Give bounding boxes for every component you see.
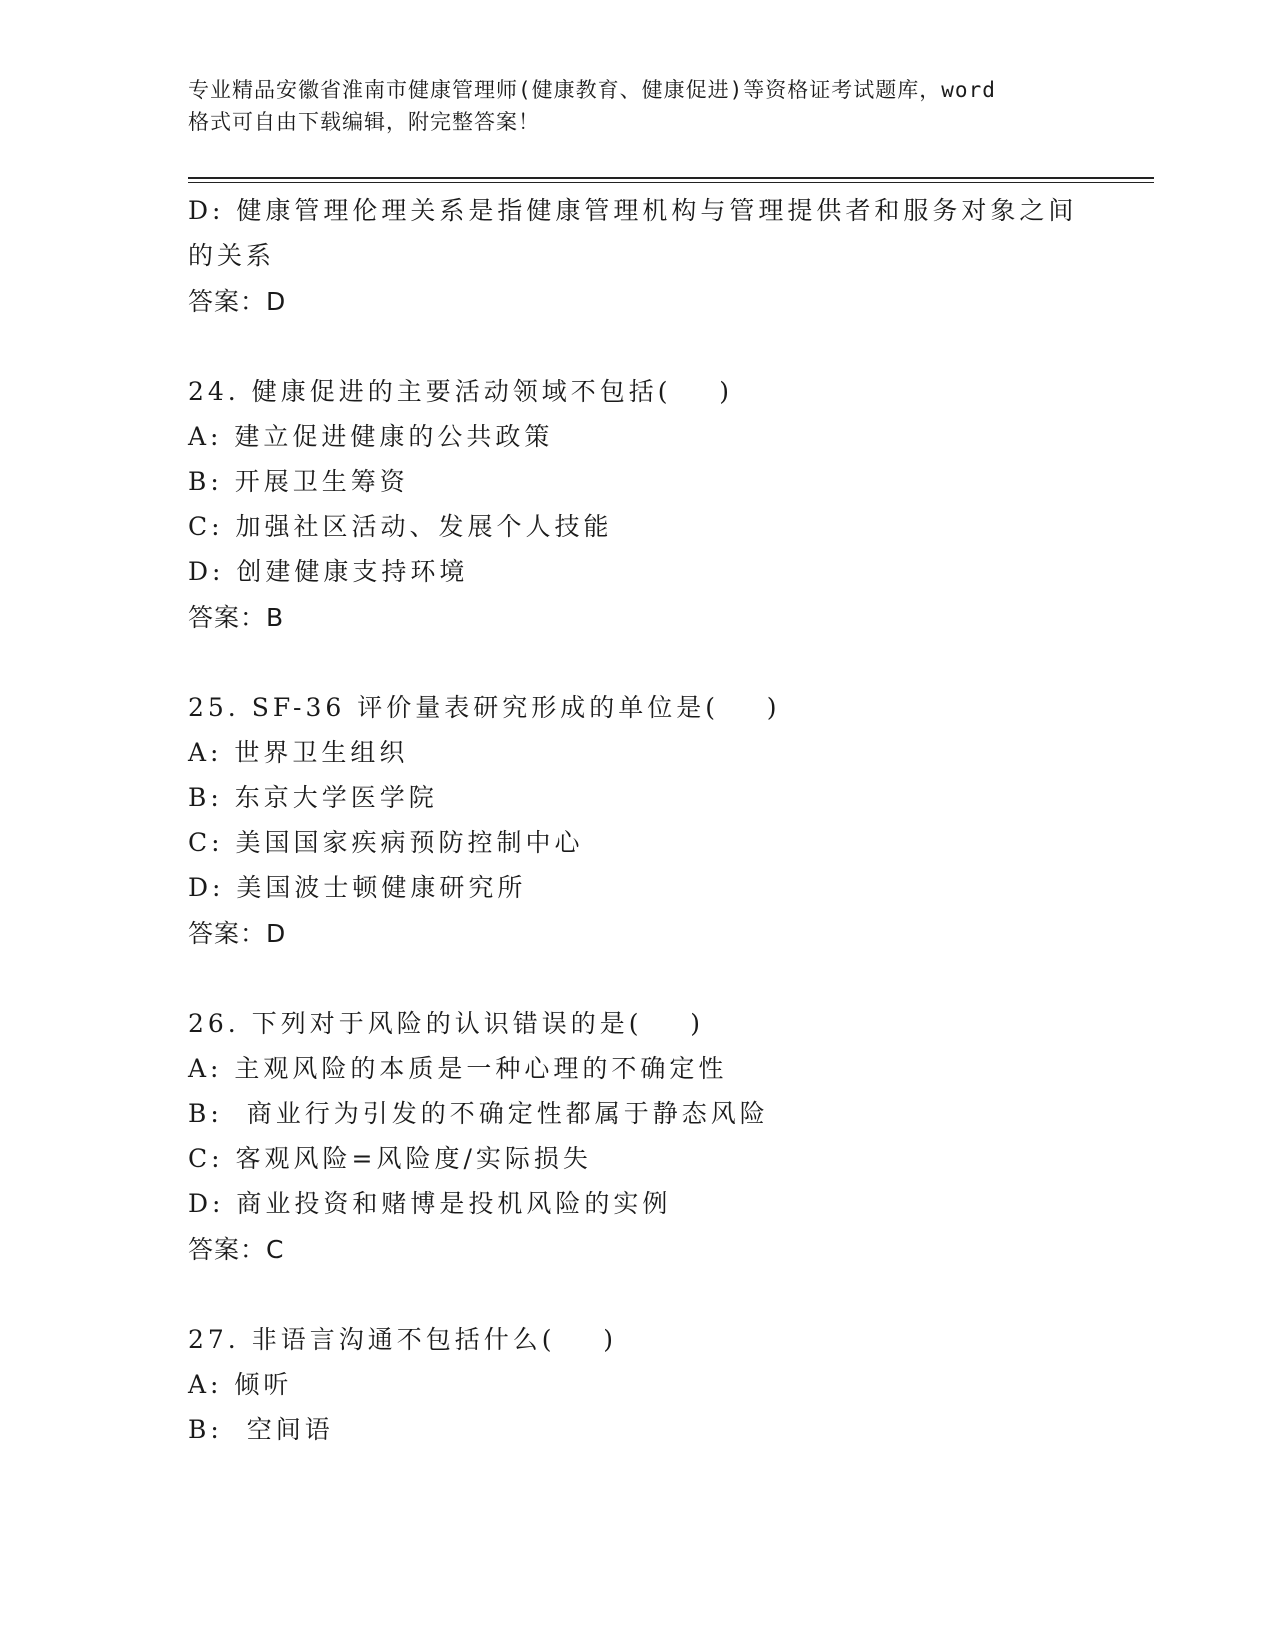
header-line-2: 格式可自由下载编辑，附完整答案！ bbox=[188, 110, 540, 134]
question-text: SF-36 评价量表研究形成的单位是( ) bbox=[239, 693, 781, 722]
option-c: C: 美国国家疾病预防控制中心 bbox=[188, 828, 584, 857]
question-number: 24. bbox=[188, 377, 240, 406]
question-number: 26. bbox=[188, 1009, 240, 1038]
option-d: D: 创建健康支持环境 bbox=[188, 557, 469, 586]
question-stem bbox=[188, 1001, 1108, 1046]
answer-line: 答案：D bbox=[188, 287, 287, 316]
option-key: D: bbox=[188, 196, 225, 225]
question-number: 27. bbox=[188, 1325, 240, 1354]
answer-line: 答案：B bbox=[188, 603, 285, 632]
option-text-continued: 的关系 bbox=[188, 241, 276, 270]
option-a: A: 主观风险的本质是一种心理的不确定性 bbox=[188, 1054, 728, 1083]
question-list bbox=[188, 188, 1108, 1452]
option-d bbox=[188, 188, 1108, 233]
header-divider bbox=[188, 177, 1154, 179]
option-d: D: 商业投资和赌博是投机风险的实例 bbox=[188, 1189, 672, 1218]
option-b: B: 开展卫生筹资 bbox=[188, 467, 409, 496]
option-b: B: 空间语 bbox=[188, 1415, 334, 1444]
question-text: 健康促进的主要活动领域不包括( ) bbox=[239, 377, 734, 406]
header-divider-thin bbox=[188, 182, 1154, 183]
question-number: 25. bbox=[188, 693, 240, 722]
header-line-1: 专业精品安徽省淮南市健康管理师(健康教育、健康促进)等资格证考试题库，word bbox=[188, 78, 996, 102]
option-c: C: 客观风险=风险度/实际损失 bbox=[188, 1144, 592, 1173]
answer-line: 答案：D bbox=[188, 919, 287, 948]
question-stem bbox=[188, 1317, 1108, 1362]
question-text: 下列对于风险的认识错误的是( ) bbox=[239, 1009, 705, 1038]
option-d: D: 美国波士顿健康研究所 bbox=[188, 873, 527, 902]
question-text: 非语言沟通不包括什么( ) bbox=[239, 1325, 618, 1354]
option-a: A: 世界卫生组织 bbox=[188, 738, 409, 767]
option-c: C: 加强社区活动、发展个人技能 bbox=[188, 512, 613, 541]
option-b: B: 商业行为引发的不确定性都属于静态风险 bbox=[188, 1099, 769, 1128]
question-stem bbox=[188, 369, 1108, 414]
option-b: B: 东京大学医学院 bbox=[188, 783, 438, 812]
option-a: A: 倾听 bbox=[188, 1370, 293, 1399]
question-stem bbox=[188, 685, 1108, 730]
document-header bbox=[188, 74, 1088, 138]
option-text: 健康管理伦理关系是指健康管理机构与管理提供者和服务对象之间 bbox=[224, 196, 1078, 225]
answer-line: 答案：C bbox=[188, 1235, 285, 1264]
option-a: A: 建立促进健康的公共政策 bbox=[188, 422, 554, 451]
